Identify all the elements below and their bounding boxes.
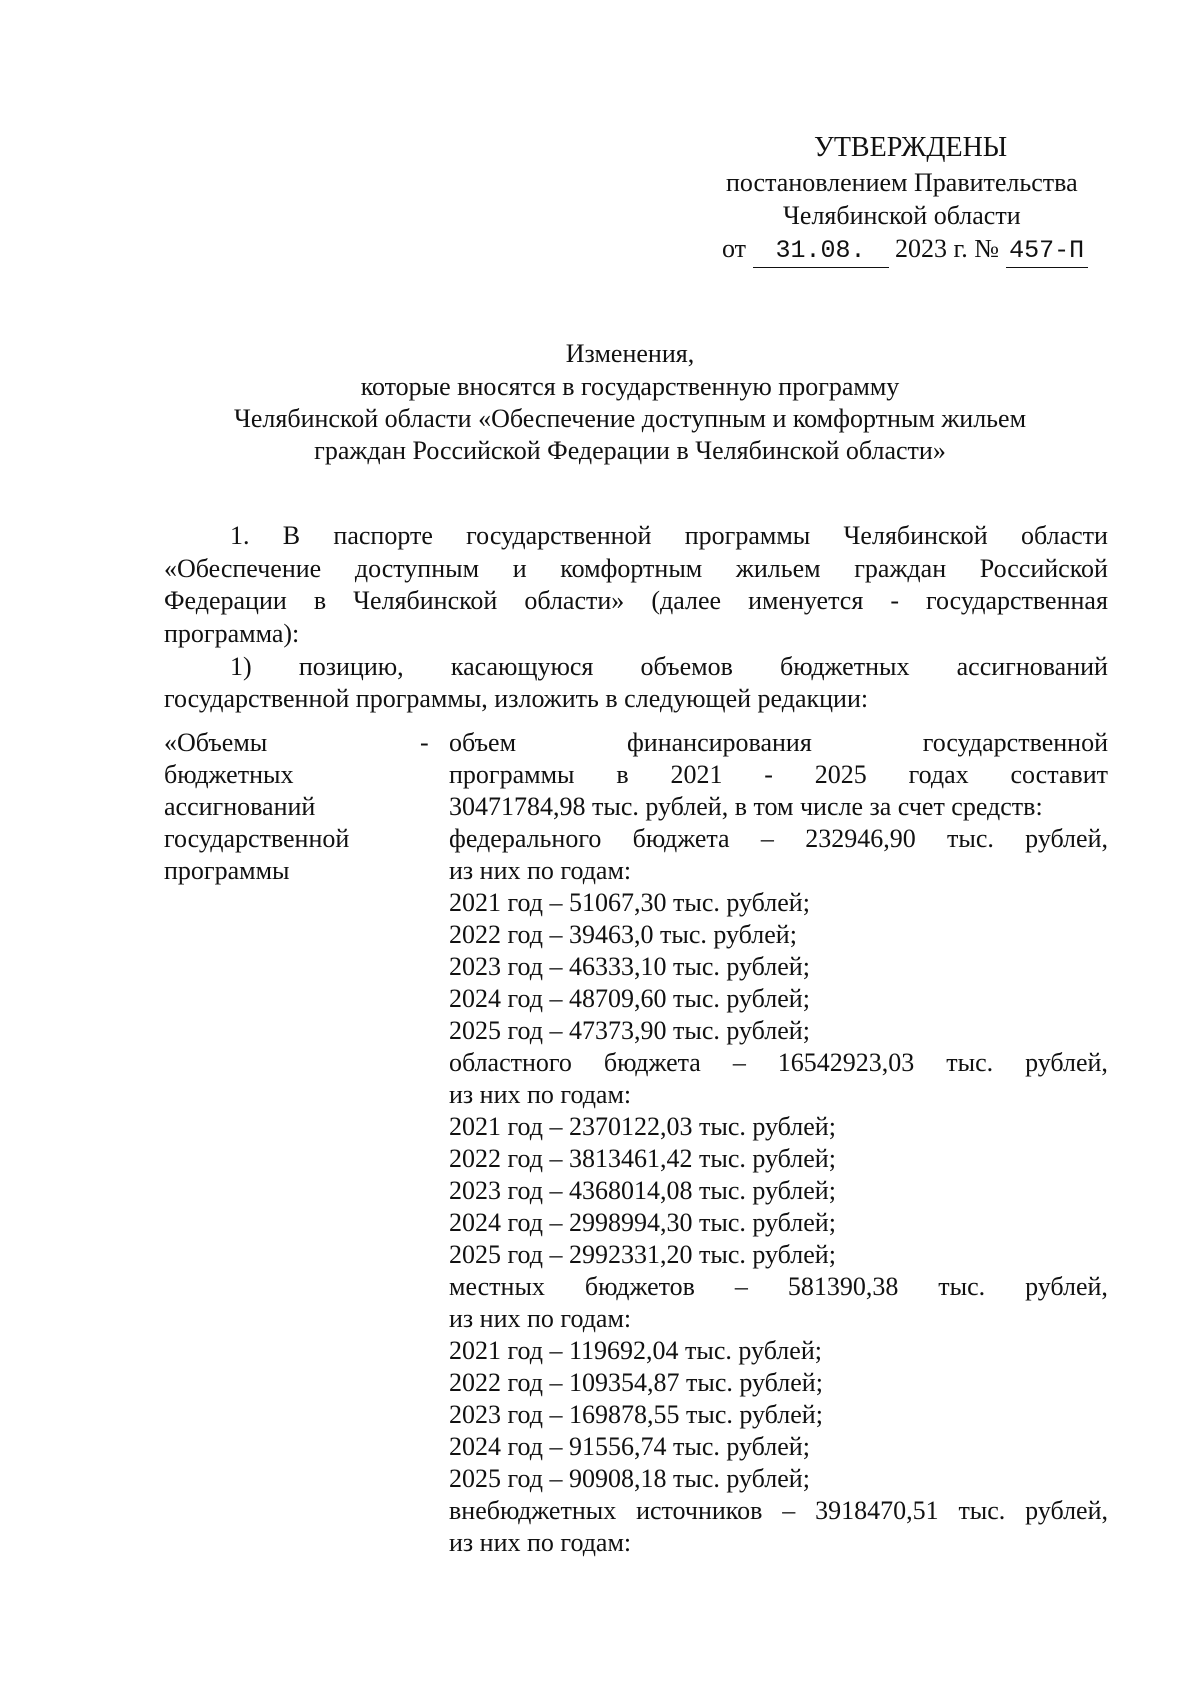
text-word: в — [313, 586, 327, 615]
text-word: годах — [908, 760, 969, 789]
text-word: - — [890, 586, 899, 615]
approval-line-2: постановлением Правительства — [726, 168, 1078, 197]
approval-date-line — [722, 233, 1088, 268]
text-word: - — [764, 760, 773, 789]
right-line-6: 2021 год – 51067,30 тыс. рублей; — [449, 888, 810, 917]
text-word: комфортным — [560, 554, 703, 583]
text-word: – — [732, 1048, 746, 1077]
text-word: – — [734, 1272, 748, 1301]
para1-line-1 — [230, 520, 1108, 552]
right-line-9: 2024 год – 48709,60 тыс. рублей; — [449, 984, 810, 1013]
heading-line-1: Изменения, — [565, 339, 695, 368]
right-line-21: 2022 год – 109354,87 тыс. рублей; — [449, 1368, 823, 1397]
text-word: – — [760, 824, 774, 853]
text-word: области — [1021, 521, 1108, 550]
right-line-12: из них по годам: — [449, 1080, 632, 1109]
para1-line-2 — [164, 553, 1108, 585]
right-line-19: из них по годам: — [449, 1304, 632, 1333]
text-word: федерального — [449, 824, 602, 853]
text-word: тыс. — [958, 1496, 1006, 1525]
left-col-line-5: программы — [164, 856, 290, 885]
right-line-16: 2024 год – 2998994,30 тыс. рублей; — [449, 1208, 836, 1237]
text-word: рублей, — [1025, 1272, 1108, 1301]
right-line-2 — [449, 759, 1108, 791]
text-word: бюджета — [603, 1048, 701, 1077]
approval-date: 31.08. — [753, 235, 889, 268]
text-word: 232946,90 — [805, 824, 916, 853]
text-word: позицию, — [298, 652, 404, 681]
text-word: области» — [524, 586, 625, 615]
text-word: областного — [449, 1048, 572, 1077]
text-word: тыс. — [938, 1272, 986, 1301]
text-word: Челябинской — [843, 521, 988, 550]
right-line-24: 2025 год – 90908,18 тыс. рублей; — [449, 1464, 810, 1493]
right-line-13: 2021 год – 2370122,03 тыс. рублей; — [449, 1112, 836, 1141]
right-line-22: 2023 год – 169878,55 тыс. рублей; — [449, 1400, 823, 1429]
heading-line-2: которые вносятся в государственную программу — [360, 372, 900, 401]
text-word: жильем — [735, 554, 821, 583]
text-word: государственной — [922, 728, 1108, 757]
text-word: – — [782, 1496, 796, 1525]
right-line-8: 2023 год – 46333,10 тыс. рублей; — [449, 952, 810, 981]
text-word: государственной — [466, 521, 652, 550]
text-word: именуется — [748, 586, 864, 615]
text-word: государственная — [926, 586, 1108, 615]
text-word: 3918470,51 — [815, 1496, 939, 1525]
text-word: 1) — [230, 652, 252, 681]
text-word: финансирования — [626, 728, 812, 757]
text-word: «Обеспечение — [164, 554, 322, 583]
para1-line-3 — [164, 585, 1108, 617]
separator-dash: - — [420, 728, 429, 757]
right-line-11 — [449, 1047, 1108, 1079]
para2-line-1 — [230, 651, 1108, 683]
text-word: Федерации — [164, 586, 287, 615]
text-word: рублей, — [1025, 824, 1108, 853]
text-word: (далее — [651, 586, 722, 615]
left-col-line-4: государственной — [164, 824, 350, 853]
text-word: тыс. — [946, 1048, 994, 1077]
text-word: составит — [1010, 760, 1108, 789]
right-line-10: 2025 год – 47373,90 тыс. рублей; — [449, 1016, 810, 1045]
text-word: Российской — [979, 554, 1108, 583]
heading-line-3: Челябинской области «Обеспечение доступным и комфортным жильем — [233, 404, 1027, 433]
text-word: Челябинской — [353, 586, 498, 615]
right-line-4 — [449, 823, 1108, 855]
right-line-14: 2022 год – 3813461,42 тыс. рублей; — [449, 1144, 836, 1173]
approval-number: 457-П — [1006, 235, 1088, 268]
approval-line-3: Челябинской области — [783, 201, 1021, 230]
left-col-line-2: бюджетных — [164, 760, 294, 789]
text-word: объемов — [640, 652, 733, 681]
text-word: граждан — [854, 554, 947, 583]
text-word: источников — [636, 1496, 763, 1525]
text-word: паспорте — [333, 521, 433, 550]
left-col-line-1: «Объемы — [164, 728, 268, 757]
right-line-23: 2024 год – 91556,74 тыс. рублей; — [449, 1432, 810, 1461]
right-line-18 — [449, 1271, 1108, 1303]
text-word: тыс. — [946, 824, 994, 853]
text-word: программы — [449, 760, 575, 789]
right-line-26: из них по годам: — [449, 1528, 632, 1557]
text-word: бюджетов — [584, 1272, 695, 1301]
text-word: рублей, — [1025, 1496, 1108, 1525]
year-text: 2023 г. № — [895, 234, 1000, 263]
text-word: 16542923,03 — [777, 1048, 915, 1077]
text-word: ассигнований — [956, 652, 1108, 681]
text-word: 2025 — [814, 760, 867, 789]
text-word: 581390,38 — [787, 1272, 899, 1301]
right-line-5: из них по годам: — [449, 856, 632, 885]
text-word: бюджетных — [780, 652, 910, 681]
text-word: программы — [684, 521, 811, 550]
text-word: 1. — [230, 521, 250, 550]
right-line-7: 2022 год – 39463,0 тыс. рублей; — [449, 920, 797, 949]
text-word: касающуюся — [450, 652, 594, 681]
date-prefix: от — [722, 234, 747, 263]
text-word: доступным — [354, 554, 480, 583]
text-word: в — [616, 760, 629, 789]
right-line-20: 2021 год – 119692,04 тыс. рублей; — [449, 1336, 822, 1365]
right-line-3: 30471784,98 тыс. рублей, в том числе за счет средств: — [449, 792, 1043, 821]
text-word: и — [512, 554, 527, 583]
right-line-15: 2023 год – 4368014,08 тыс. рублей; — [449, 1176, 836, 1205]
text-word: внебюджетных — [449, 1496, 617, 1525]
para1-line-4: программа): — [164, 619, 300, 648]
para2-line-2: государственной программы, изложить в следующей редакции: — [164, 684, 869, 713]
text-word: 2021 — [670, 760, 723, 789]
text-word: рублей, — [1025, 1048, 1108, 1077]
left-col-line-3: ассигнований — [164, 792, 316, 821]
text-word: В — [282, 521, 301, 550]
text-word: местных — [449, 1272, 545, 1301]
right-line-17: 2025 год – 2992331,20 тыс. рублей; — [449, 1240, 836, 1269]
right-line-1 — [449, 727, 1108, 759]
heading-line-4: граждан Российской Федерации в Челябинской области» — [314, 436, 946, 465]
approval-title: УТВЕРЖДЕНЫ — [814, 132, 1008, 163]
text-word: бюджета — [632, 824, 730, 853]
right-line-25 — [449, 1495, 1108, 1527]
text-word: объем — [449, 728, 517, 757]
